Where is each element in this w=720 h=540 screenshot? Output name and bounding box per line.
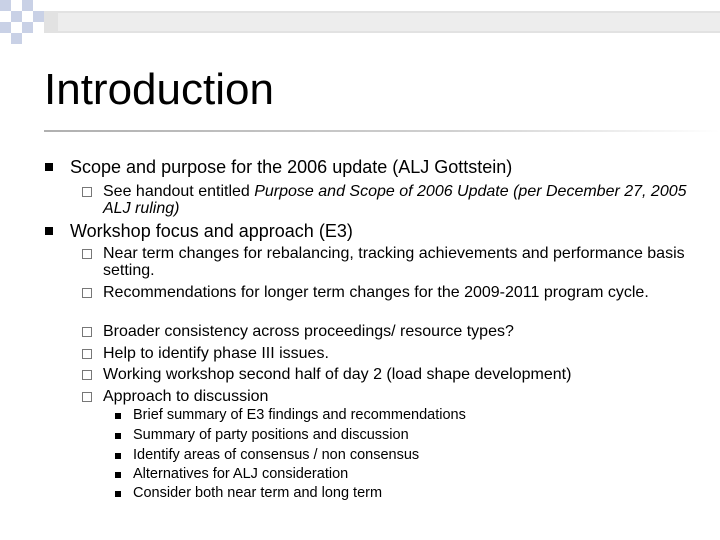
hollow-square-bullet-icon: [82, 288, 92, 298]
sub-bullet-text: Working workshop second half of day 2 (load shape development): [103, 366, 572, 383]
sub-sub-bullet-text: Brief summary of E3 findings and recommendations: [133, 407, 466, 423]
sub-sub-bullet-text: Alternatives for ALJ consideration: [133, 466, 349, 482]
sub-bullet-text: Help to identify phase III issues.: [103, 345, 329, 362]
hollow-square-bullet-icon: [82, 187, 92, 197]
hollow-square-bullet-icon: [82, 392, 92, 402]
hollow-square-bullet-icon: [82, 349, 92, 359]
square-bullet-icon: [115, 433, 121, 439]
hollow-square-bullet-icon: [82, 327, 92, 337]
hollow-square-bullet-icon: [82, 370, 92, 380]
sub-bullet-text: Broader consistency across proceedings/ resource types?: [103, 323, 514, 340]
handout-prefix: See handout entitled: [103, 183, 255, 200]
sub-sub-bullet-text: Identify areas of consensus / non consensus: [133, 447, 420, 463]
square-bullet-icon: [115, 472, 121, 478]
bullet-text: Scope and purpose for the 2006 update (ALJ Gottstein): [70, 157, 513, 177]
square-bullet-icon: [115, 453, 121, 459]
sub-sub-bullet-text: Consider both near term and long term: [133, 485, 383, 501]
square-bullet-icon: [45, 163, 53, 171]
sub-bullet-text: Near term changes for rebalancing, tracking achievements and performance basis setting.: [103, 245, 685, 279]
sub-bullet-text: [103, 183, 703, 217]
sub-sub-bullet-text: Summary of party positions and discussion: [133, 427, 409, 443]
sub-bullet-text: Approach to discussion: [103, 388, 269, 405]
square-bullet-icon: [115, 413, 121, 419]
slide-title: Introduction: [44, 65, 274, 114]
title-underline: [44, 130, 720, 132]
bullet-text: Workshop focus and approach (E3): [70, 221, 353, 241]
header-decoration: [0, 0, 720, 50]
square-bullet-icon: [45, 227, 53, 235]
sub-bullet-text: Recommendations for longer term changes for the 2009-2011 program cycle.: [103, 284, 649, 301]
handout-title: Purpose and Scope of 2006 Update (per December 27, 2005 ALJ ruling): [103, 183, 687, 217]
hollow-square-bullet-icon: [82, 249, 92, 259]
square-bullet-icon: [115, 491, 121, 497]
